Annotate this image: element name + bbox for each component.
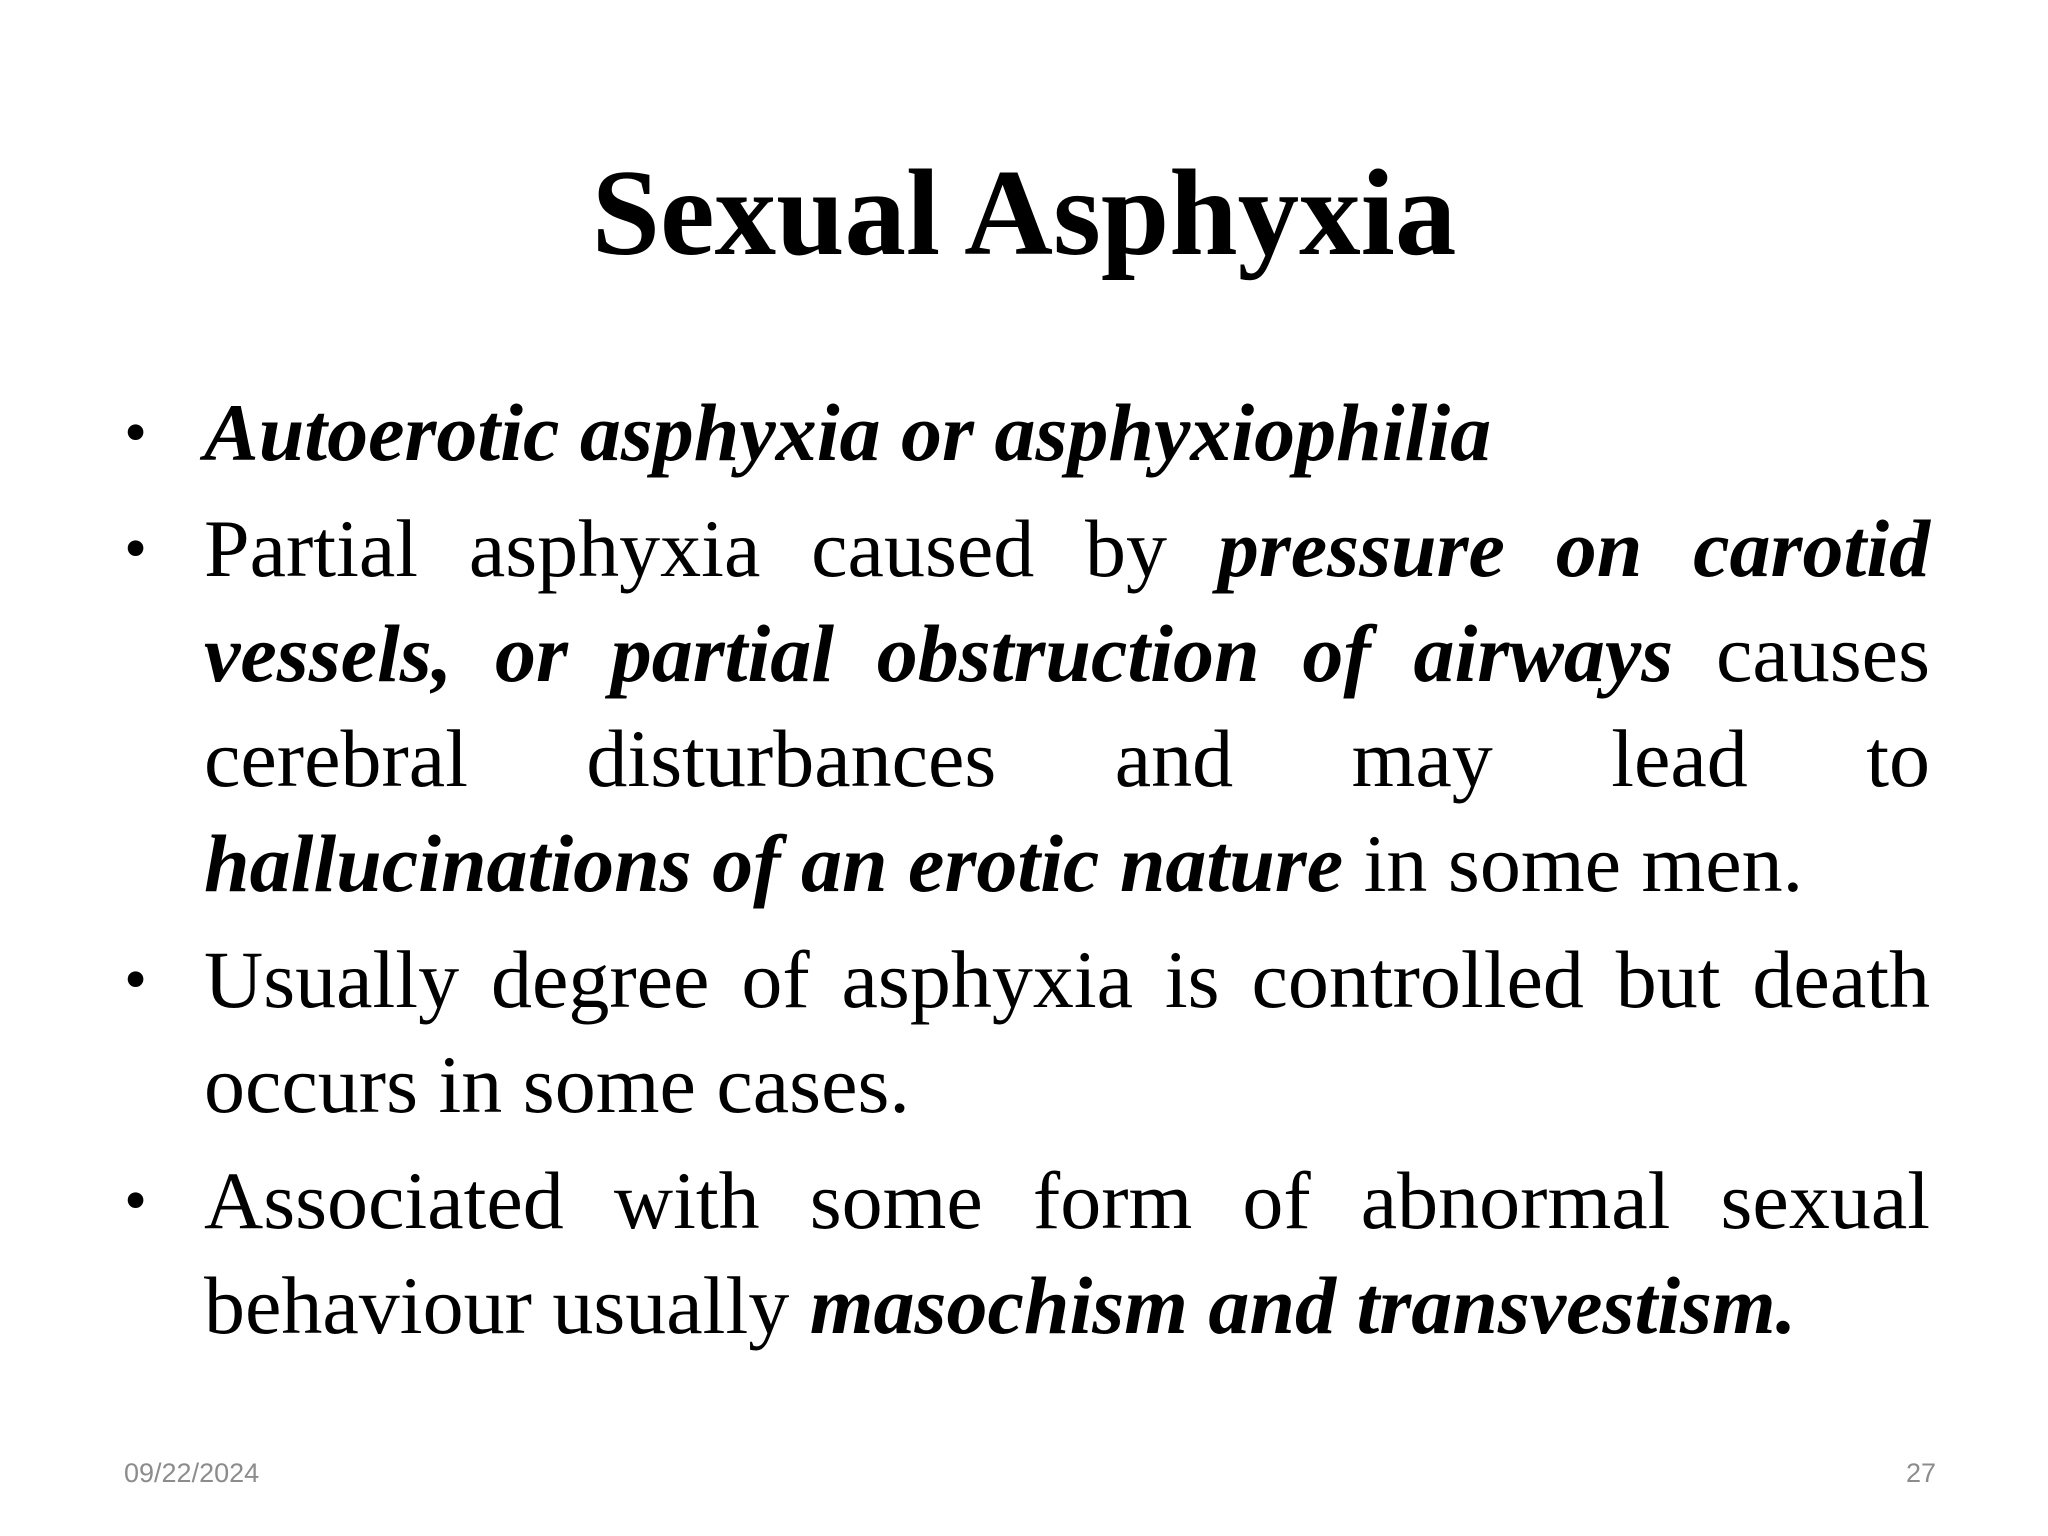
bullet-text: Usually degree of asphyxia is controlled but death occurs in some cases. bbox=[204, 934, 1930, 1130]
bullet-item bbox=[120, 496, 1930, 916]
bullet-dot-icon: • bbox=[124, 1164, 148, 1237]
bullet-item bbox=[120, 380, 1930, 485]
bullet-item bbox=[120, 1148, 1930, 1358]
bullet-text-emphasis: Autoerotic asphyxia or asphyxiophilia bbox=[204, 387, 1492, 478]
footer-page-number: 27 bbox=[1905, 1458, 1936, 1488]
bullet-dot-icon: • bbox=[124, 512, 148, 585]
bullet-text-emphasis: pressure on carotid vessels, or partial obstruction of airways bbox=[204, 503, 1931, 699]
bullet-text: causes cerebral disturbances and may lead to bbox=[204, 608, 1930, 804]
bullet-text: Partial asphyxia caused by bbox=[204, 503, 1218, 594]
slide-title: Sexual Asphyxia bbox=[591, 144, 1457, 281]
bullet-text: in some men. bbox=[1343, 818, 1804, 909]
bullet-dot-icon: • bbox=[124, 396, 148, 469]
bullet-text: Associated with some form of abnormal sexual behaviour usually bbox=[204, 1155, 1930, 1351]
bullet-text-emphasis: hallucinations of an erotic nature bbox=[204, 818, 1344, 909]
bullet-list bbox=[120, 380, 1930, 1369]
bullet-item bbox=[120, 927, 1930, 1137]
footer-date: 09/22/2024 bbox=[124, 1458, 260, 1488]
bullet-text-emphasis: masochism and transvestism. bbox=[809, 1260, 1797, 1351]
bullet-dot-icon: • bbox=[124, 943, 148, 1016]
